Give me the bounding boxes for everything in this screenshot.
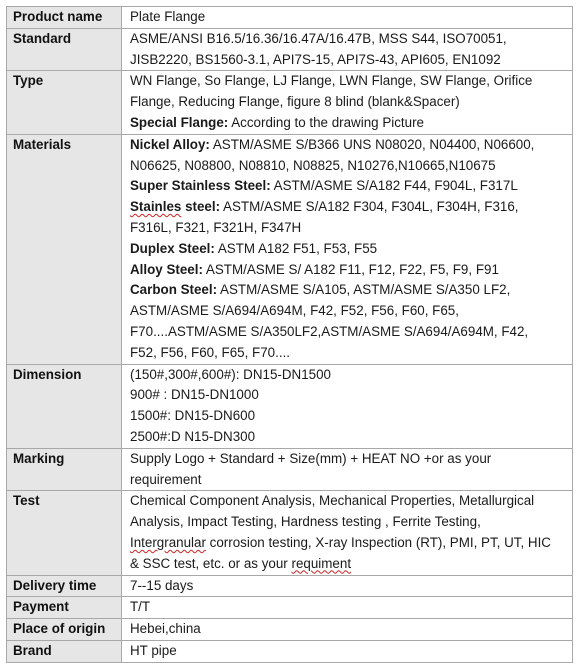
table-row-marking: [7, 448, 573, 491]
nickel-alloy-label: Nickel Alloy:: [130, 136, 210, 152]
requiment-text: requiment: [291, 555, 352, 571]
test-line: Chemical Component Analysis, Mechanical Properties, Metallurgical: [130, 493, 535, 509]
carbon-steel-line: ASTM/ASME S/A694/A694M, F42, F52, F56, F60, F65,: [130, 303, 459, 319]
stainles-steel-line: F316L, F321, F321H, F347H: [130, 219, 302, 235]
marking-line: Supply Logo + Standard + Size(mm) + HEAT NO +or as your: [130, 450, 492, 466]
row-label-brand: Brand: [7, 640, 122, 662]
test-line: [130, 533, 568, 554]
super-stainless-value: ASTM/ASME S/A182 F44, F904L, F317L: [273, 178, 518, 194]
row-value-test: [122, 491, 573, 575]
dimension-line: 900# : DN15-DN1000: [130, 387, 259, 403]
dimension-line: 2500#:D N15-DN300: [130, 428, 256, 444]
row-value-product-name: Plate Flange: [122, 7, 573, 29]
special-flange-label: Special Flange:: [130, 114, 229, 130]
table-row-type: [7, 71, 573, 134]
row-label-payment: Payment: [7, 597, 122, 619]
alloy-steel-line: [130, 260, 568, 281]
stainles-steel-line: [130, 197, 568, 218]
row-value-marking: [122, 448, 573, 491]
type-line: Flange, Reducing Flange, figure 8 blind (blank&Spacer): [130, 94, 460, 110]
alloy-steel-value: ASTM/ASME S/ A182 F11, F12, F22, F5, F9, F91: [205, 261, 499, 277]
table-row-delivery-time: [7, 575, 573, 597]
carbon-steel-line: F70....ASTM/ASME S/A350LF2,ASTM/ASME S/A694/A694M, F42,: [130, 323, 529, 339]
super-stainless-line: [130, 176, 568, 197]
steel-label: steel:: [181, 199, 221, 215]
row-label-dimension: Dimension: [7, 364, 122, 448]
nickel-alloy-line: [130, 135, 568, 156]
row-label-type: Type: [7, 71, 122, 134]
table-row-test: [7, 491, 573, 575]
nickel-alloy-value: ASTM/ASME S/B366 UNS N08020, N04400, N06600,: [212, 136, 535, 152]
row-label-delivery-time: Delivery time: [7, 575, 122, 597]
test-line: [130, 554, 568, 575]
standard-line: ASME/ANSI B16.5/16.36/16.47A/16.47B, MSS S44, ISO70051,: [130, 30, 507, 46]
table-row-materials: [7, 134, 573, 364]
stainles-steel-value: ASTM/ASME S/A182 F304, F304L, F304H, F316,: [223, 199, 519, 215]
carbon-steel-line: [130, 280, 568, 301]
nickel-alloy-line: N06625, N08800, N08810, N08825, N10276,N10665,N10675: [130, 157, 496, 173]
row-value-standard: [122, 28, 573, 71]
standard-line: JISB2220, BS1560-3.1, API7S-15, API7S-43, API605, EN1092: [130, 51, 501, 67]
duplex-steel-line: [130, 239, 568, 260]
special-flange-value: According to the drawing Picture: [231, 114, 424, 130]
table-row-dimension: [7, 364, 573, 448]
test-text: & SSC test, etc. or as your: [130, 555, 292, 571]
test-line: Analysis, Impact Testing, Hardness testing , Ferrite Testing,: [130, 514, 481, 530]
table-row-product-name: [7, 7, 573, 29]
table-row-place-of-origin: [7, 619, 573, 641]
row-label-materials: Materials: [7, 134, 122, 364]
super-stainless-label: Super Stainless Steel:: [130, 178, 271, 194]
row-value-dimension: [122, 364, 573, 448]
dimension-line: 1500#: DN15-DN600: [130, 408, 256, 424]
row-label-test: Test: [7, 491, 122, 575]
alloy-steel-label: Alloy Steel:: [130, 261, 203, 277]
row-value-materials: [122, 134, 573, 364]
duplex-steel-value: ASTM A182 F51, F53, F55: [217, 240, 378, 256]
stainles-label: Stainles: [130, 199, 182, 215]
row-value-delivery-time: 7--15 days: [122, 575, 573, 597]
type-line: WN Flange, So Flange, LJ Flange, LWN Flange, SW Flange, Orifice: [130, 73, 533, 89]
row-label-product-name: Product name: [7, 7, 122, 29]
row-value-brand: HT pipe: [122, 640, 573, 662]
row-label-place-of-origin: Place of origin: [7, 619, 122, 641]
special-flange-line: [130, 113, 568, 134]
intergranular-text: Intergranular: [130, 534, 206, 550]
carbon-steel-value: ASTM/ASME S/A105, ASTM/ASME S/A350 LF2,: [220, 282, 511, 298]
row-value-payment: T/T: [122, 597, 573, 619]
table-row-payment: [7, 597, 573, 619]
table-row-standard: [7, 28, 573, 71]
row-label-standard: Standard: [7, 28, 122, 71]
carbon-steel-line: F52, F56, F60, F65, F70....: [130, 344, 291, 360]
duplex-steel-label: Duplex Steel:: [130, 240, 215, 256]
test-text: corrosion testing, X-ray Inspection (RT), PMI, PT, UT, HIC: [205, 534, 551, 550]
marking-line: requirement: [130, 471, 202, 487]
row-value-place-of-origin: Hebei,china: [122, 619, 573, 641]
dimension-line: (150#,300#,600#): DN15-DN1500: [130, 366, 331, 382]
product-spec-table: [6, 6, 573, 663]
row-label-marking: Marking: [7, 448, 122, 491]
carbon-steel-label: Carbon Steel:: [130, 282, 218, 298]
row-value-type: [122, 71, 573, 134]
